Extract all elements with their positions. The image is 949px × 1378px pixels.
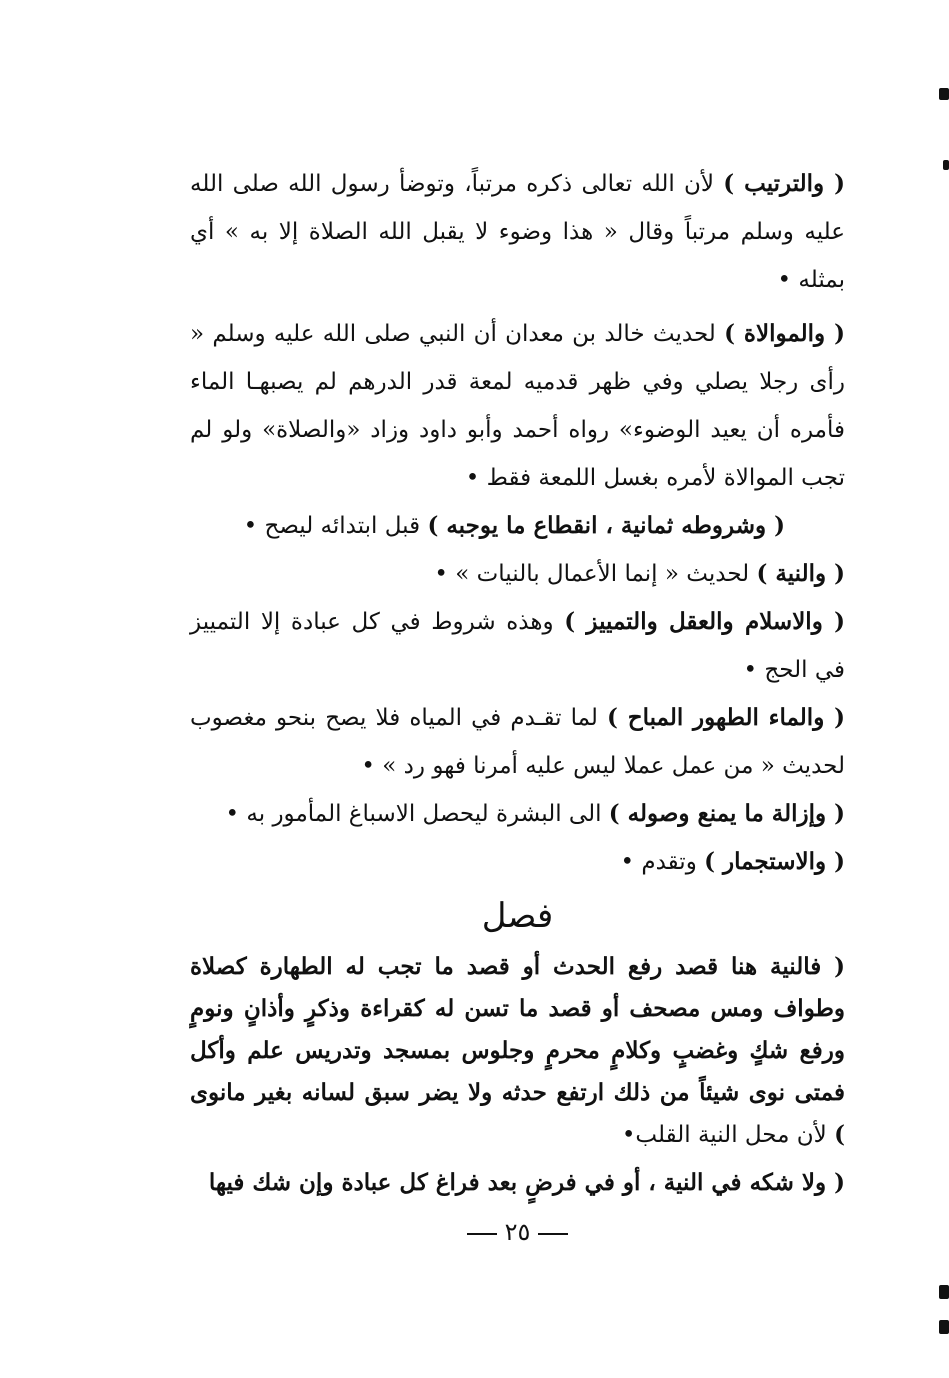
text-tartib: لأن الله تعالى ذكره مرتباً، وتوضأ رسول الله صلى الله عليه وسلم مرتباً وقال « هذا وضوء لا يقبل الله الصلاة إلا به » أي بمثله • — [190, 171, 845, 293]
edge-mark-bottom — [939, 1320, 949, 1334]
term-conditions: ( وشروطه ثمانية ، انقطاع ما يوجبه ) — [427, 512, 785, 539]
paragraph-muwalat — [190, 310, 845, 502]
term-islam: ( والاسلام والعقل والتمييز ) — [564, 608, 845, 635]
section-bold-text: ( فالنية هنا قصد رفع الحدث أو قصد ما تجب له الطهارة كصلاة وطواف ومس مصحف أو قصد ما تسن له كقراءة وذكرٍ وأذانٍ ونومٍ ورفع شكٍ وغضبٍ وكلامٍ محرمٍ وجلوس بمسجد وتدريس علم وأكل فمتى نوى شيئاً من ذلك ارتفع حدثه ولا يضر سبق لسانه بغير مانوى ) — [190, 953, 845, 1148]
text-islam: وهذه شروط في كل عبادة إلا التمييز في الحج • — [190, 609, 845, 683]
term-water: ( والماء الطهور المباح ) — [607, 704, 845, 731]
section-plain-text: لأن محل النية القلب• — [621, 1122, 835, 1148]
paragraph-water — [190, 694, 845, 790]
paragraph-islam — [190, 598, 845, 694]
section-paragraph-intention — [190, 946, 845, 1156]
edge-mark-top — [939, 88, 949, 100]
paragraph-tartib — [190, 160, 845, 304]
term-muwalat: ( والموالاة ) — [724, 320, 845, 347]
section-last-bold: ( ولا شكه في النية ، أو في فرضٍ بعد فراغ كل عبادة وإن شك فيها — [208, 1169, 845, 1196]
section-paragraph-doubt — [190, 1162, 845, 1204]
folio-dash-left — [467, 1233, 497, 1235]
term-tartib: ( والترتيب ) — [723, 170, 846, 197]
paragraph-istijmar — [190, 838, 845, 886]
paragraph-conditions — [190, 502, 845, 550]
folio-dash-right — [538, 1233, 568, 1235]
text-conditions: قبل ابتدائه ليصح • — [243, 513, 428, 539]
edge-mark-lower — [939, 1285, 949, 1299]
page-number — [190, 1212, 845, 1252]
page-body — [190, 160, 845, 1252]
text-niyya: لحديث « إنما الأعمال بالنيات » • — [434, 561, 757, 587]
term-istijmar: ( والاستجمار ) — [704, 848, 845, 875]
text-water: لما تقـدم في المياه فلا يصح بنحو مغصوب لحديث « من عمل عملا ليس عليه أمرنا فهو رد » • — [190, 705, 845, 779]
text-istijmar: وتقدم • — [620, 849, 705, 875]
section-heading: فصل — [481, 896, 554, 936]
section-body — [190, 946, 845, 1204]
term-niyya: ( والنية ) — [756, 560, 845, 587]
paragraph-removal — [190, 790, 845, 838]
text-muwalat: لحديث خالد بن معدان أن النبي صلى الله عليه وسلم « رأى رجلا يصلي وفي ظهر قدميه لمعة قدر الدرهم لم يصبهـا الماء فأمره أن يعيد الوضوء» رواه أحمد وأبو داود وزاد «والصلاة» ولو لم تجب الموالاة لأمره بغسل اللمعة فقط • — [190, 321, 845, 491]
edge-mark-upper — [943, 160, 949, 170]
paragraph-niyya — [190, 550, 845, 598]
page-number-value: ٢٥ — [504, 1218, 531, 1246]
term-removal: ( وإزالة ما يمنع وصوله ) — [608, 800, 845, 827]
text-removal: الى البشرة ليحصل الاسباغ المأمور به • — [225, 801, 609, 827]
